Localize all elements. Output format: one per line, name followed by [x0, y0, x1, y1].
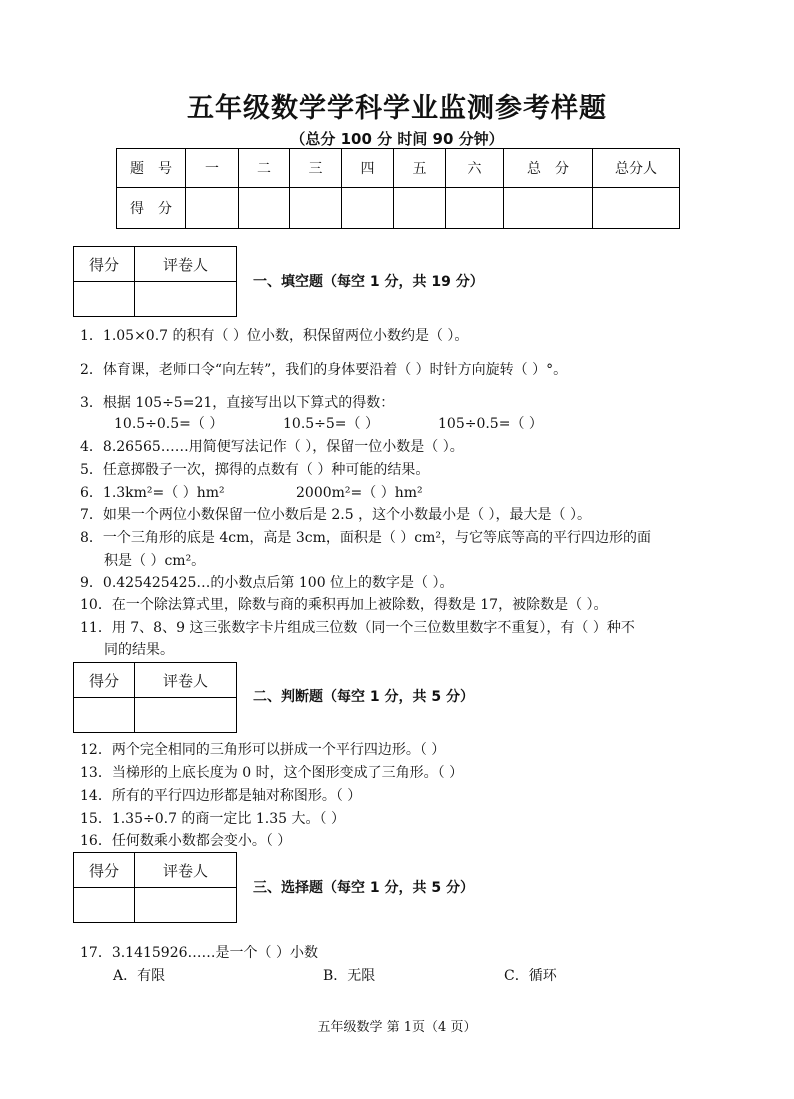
score-table-header-2: 二 [239, 149, 290, 188]
question-17: 17．3.1415926……是一个（ ）小数 [80, 945, 318, 961]
score-table-header-1: 一 [186, 149, 239, 188]
question-3: 3．根据 105÷5=21，直接写出以下算式的得数： [80, 395, 395, 411]
score-table-header-4: 四 [342, 149, 394, 188]
score-cell-4[interactable] [342, 188, 394, 229]
score-table-score-label: 得 分 [117, 188, 186, 229]
grader-box-section-1 [73, 246, 237, 317]
question-5: 5．任意掷骰子一次，掷得的点数有（ ）种可能的结果。 [80, 462, 430, 478]
question-11-continued: 同的结果。 [104, 642, 174, 658]
score-cell-5[interactable] [394, 188, 446, 229]
grader-score-label: 得分 [74, 663, 135, 698]
question-6b: 2000m²=（ ）hm² [296, 485, 423, 501]
question-3c: 105÷0.5=（ ） [438, 416, 543, 432]
score-table-header-label: 题 号 [117, 149, 186, 188]
question-1: 1．1.05×0.7 的积有（ ）位小数，积保留两位小数约是（ ）。 [80, 328, 469, 344]
grader-score-cell[interactable] [74, 282, 135, 317]
question-6a: 6．1.3km²=（ ）hm² [80, 485, 225, 501]
section-title-choice: 三、选择题（每空 1 分，共 5 分） [253, 880, 474, 896]
question-16: 16．任何数乘小数都会变小。（ ） [80, 833, 292, 849]
grader-name-label: 评卷人 [135, 853, 237, 888]
grader-name-label: 评卷人 [135, 247, 237, 282]
score-cell-6[interactable] [446, 188, 504, 229]
question-17-option-c: C．循环 [504, 968, 557, 984]
question-3a: 10.5÷0.5=（ ） [114, 416, 224, 432]
grader-name-cell[interactable] [135, 888, 237, 923]
grader-name-cell[interactable] [135, 282, 237, 317]
question-13: 13．当梯形的上底长度为 0 时，这个图形变成了三角形。（ ） [80, 765, 464, 781]
question-3b: 10.5÷5=（ ） [283, 416, 379, 432]
question-17-option-a: A．有限 [113, 968, 166, 984]
score-cell-scorer[interactable] [593, 188, 680, 229]
page-footer: 五年级数学 第 1页（4 页） [317, 1020, 477, 1035]
question-17-option-b: B．无限 [323, 968, 376, 984]
question-15: 15．1.35÷0.7 的商一定比 1.35 大。（ ） [80, 811, 345, 827]
section-title-fill-blank: 一、填空题（每空 1 分，共 19 分） [253, 274, 484, 290]
question-8-continued: 积是（ ）cm²。 [104, 553, 206, 569]
score-table-header-total: 总 分 [504, 149, 593, 188]
score-cell-total[interactable] [504, 188, 593, 229]
grader-box-section-2 [73, 662, 237, 733]
grader-score-cell[interactable] [74, 888, 135, 923]
grader-name-cell[interactable] [135, 698, 237, 733]
score-cell-2[interactable] [239, 188, 290, 229]
question-14: 14．所有的平行四边形都是轴对称图形。（ ） [80, 788, 362, 804]
question-10: 10．在一个除法算式里，除数与商的乘积再加上被除数，得数是 17，被除数是（ ）。 [80, 597, 608, 613]
section-title-judgement: 二、判断题（每空 1 分，共 5 分） [253, 689, 474, 705]
grader-score-label: 得分 [74, 247, 135, 282]
grader-name-label: 评卷人 [135, 663, 237, 698]
score-table-header-scorer: 总分人 [593, 149, 680, 188]
question-7: 7．如果一个两位小数保留一位小数后是 2.5 ，这个小数最小是（ ），最大是（ ）。 [80, 507, 591, 523]
question-4: 4．8.26565……用简便写法记作（ ），保留一位小数是（ ）。 [80, 439, 464, 455]
exam-info: （总分 100 分 时间 90 分钟） [290, 130, 504, 148]
score-table-header-3: 三 [290, 149, 342, 188]
score-cell-3[interactable] [290, 188, 342, 229]
question-11: 11．用 7、8、9 这三张数字卡片组成三位数（同一个三位数里数字不重复），有（ ）种不 [80, 620, 635, 636]
page-title: 五年级数学学科学业监测参考样题 [187, 93, 607, 124]
score-cell-1[interactable] [186, 188, 239, 229]
score-table-header-5: 五 [394, 149, 446, 188]
score-table [116, 148, 680, 229]
score-table-header-6: 六 [446, 149, 504, 188]
question-2: 2．体育课，老师口令“向左转”，我们的身体要沿着（ ）时针方向旋转（ ）°。 [80, 362, 568, 378]
question-9: 9．0.425425425…的小数点后第 100 位上的数字是（ ）。 [80, 575, 454, 591]
grader-box-section-3 [73, 852, 237, 923]
grader-score-cell[interactable] [74, 698, 135, 733]
grader-score-label: 得分 [74, 853, 135, 888]
question-12: 12．两个完全相同的三角形可以拼成一个平行四边形。（ ） [80, 742, 446, 758]
question-8: 8．一个三角形的底是 4cm，高是 3cm，面积是（ ）cm²，与它等底等高的平行四边形的面 [80, 530, 652, 546]
